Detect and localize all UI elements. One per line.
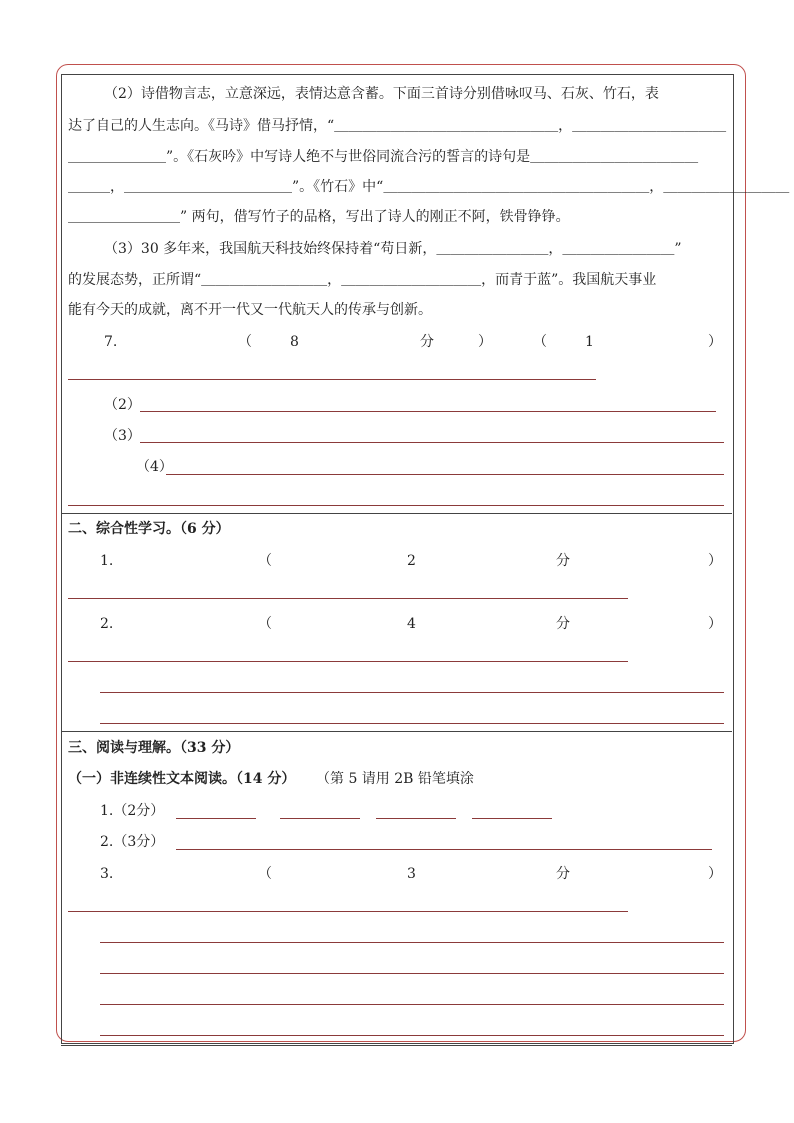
q7-sub-close-paren: ） bbox=[708, 334, 722, 350]
s2-q2-answer-line-2[interactable] bbox=[100, 692, 724, 693]
s2-q1-answer-line[interactable] bbox=[68, 598, 628, 599]
q7-1-answer-line[interactable] bbox=[68, 379, 596, 380]
s2-q2-close-paren: ） bbox=[708, 616, 722, 632]
s2-q1-score-unit: 分 bbox=[556, 553, 570, 569]
answer-box-bottom-line bbox=[61, 1045, 732, 1046]
q6-2-line3: ＿＿＿＿＿＿＿”。《石灰吟》中写诗人绝不与世俗同流合污的誓言的诗句是＿＿＿＿＿＿＿＿＿＿＿＿ bbox=[68, 149, 699, 165]
s2-q1-number: 1. bbox=[100, 553, 114, 569]
s3-q1-label: 1.（2分） bbox=[100, 803, 165, 819]
section3-sub-heading: （一）非连续性文本阅读。（14 分） bbox=[68, 771, 296, 787]
s2-q2-score: 4 bbox=[407, 616, 416, 632]
s3-q3-answer-line-3[interactable] bbox=[100, 973, 724, 974]
q6-3-line2: 的发展态势，正所谓“＿＿＿＿＿＿＿＿＿，＿＿＿＿＿＿＿＿＿＿，而青于蓝”。我国航天事业 bbox=[68, 272, 657, 288]
q6-3-line1: （3）30 多年来，我国航天科技始终保持着“苟日新，＿＿＿＿＿＿＿＿，＿＿＿＿＿＿＿＿” bbox=[104, 241, 682, 257]
s3-q3-score-unit: 分 bbox=[556, 866, 570, 882]
q7-score: 8 bbox=[290, 334, 299, 350]
s3-q1-blank-1[interactable] bbox=[176, 818, 256, 819]
q7-close-paren: ） bbox=[478, 334, 492, 350]
s2-q2-number: 2. bbox=[100, 616, 114, 632]
s2-q2-open-paren: （ bbox=[258, 616, 272, 632]
q7-sub-number: 1 bbox=[585, 334, 594, 350]
s3-q3-open-paren: （ bbox=[258, 866, 272, 882]
q6-2-line1: （2）诗借物言志，立意深远，表情达意含蓄。下面三首诗分别借咏叹马、石灰、竹石，表 bbox=[104, 86, 659, 102]
q7-score-unit: 分 bbox=[420, 334, 434, 350]
q6-2-line5: ＿＿＿＿＿＿＿＿” 两句，借写竹子的品格，写出了诗人的刚正不阿，铁骨铮铮。 bbox=[68, 209, 570, 225]
s2-q2-answer-line-3[interactable] bbox=[100, 723, 724, 724]
s3-q3-answer-line-4[interactable] bbox=[100, 1004, 724, 1005]
s3-q3-answer-line-2[interactable] bbox=[100, 942, 724, 943]
q7-2-label: （2） bbox=[104, 397, 141, 413]
q6-3-line3: 能有今天的成就，离不开一代又一代航天人的传承与创新。 bbox=[68, 302, 432, 318]
s2-q1-open-paren: （ bbox=[258, 553, 272, 569]
q7-3-label: （3） bbox=[104, 428, 141, 444]
s2-q2-score-unit: 分 bbox=[556, 616, 570, 632]
q7-number: 7. bbox=[104, 334, 118, 350]
section-divider bbox=[61, 513, 732, 514]
q7-2-answer-line[interactable] bbox=[140, 411, 716, 412]
section-divider bbox=[61, 731, 732, 732]
section3-heading: 三、阅读与理解。（33 分） bbox=[68, 740, 240, 756]
s2-q1-score: 2 bbox=[407, 553, 416, 569]
s3-q3-number: 3. bbox=[100, 866, 114, 882]
q6-2-line2: 达了自己的人生志向。《马诗》借马抒情，“＿＿＿＿＿＿＿＿＿＿＿＿＿＿＿＿，＿＿＿＿＿＿＿＿＿＿＿ bbox=[68, 118, 727, 134]
s2-q1-close-paren: ） bbox=[708, 553, 722, 569]
q7-4-answer-line-2[interactable] bbox=[68, 505, 724, 506]
section3-sub-note: （第 5 请用 2B 铅笔填涂 bbox=[316, 771, 474, 787]
q7-4-label: （4） bbox=[136, 459, 173, 475]
s3-q1-blank-4[interactable] bbox=[472, 818, 552, 819]
q6-2-line4: ＿＿＿，＿＿＿＿＿＿＿＿＿＿＿＿”。《竹石》中“＿＿＿＿＿＿＿＿＿＿＿＿＿＿＿＿＿＿＿，＿＿＿＿＿＿＿＿＿ bbox=[68, 179, 790, 195]
s3-q3-score: 3 bbox=[407, 866, 416, 882]
q7-4-answer-line[interactable] bbox=[166, 474, 724, 475]
s3-q3-close-paren: ） bbox=[708, 866, 722, 882]
q7-open-paren: （ bbox=[238, 334, 252, 350]
s3-q1-blank-3[interactable] bbox=[376, 818, 456, 819]
s3-q2-label: 2.（3分） bbox=[100, 834, 165, 850]
q7-sub-open-paren: （ bbox=[533, 334, 547, 350]
s3-q3-answer-line[interactable] bbox=[68, 911, 628, 912]
q7-3-answer-line[interactable] bbox=[140, 442, 724, 443]
s2-q2-answer-line[interactable] bbox=[68, 661, 628, 662]
section2-heading: 二、综合性学习。（6 分） bbox=[68, 521, 230, 537]
s3-q2-answer-line[interactable] bbox=[176, 849, 712, 850]
s3-q1-blank-2[interactable] bbox=[280, 818, 360, 819]
s3-q3-answer-line-5[interactable] bbox=[100, 1035, 724, 1036]
